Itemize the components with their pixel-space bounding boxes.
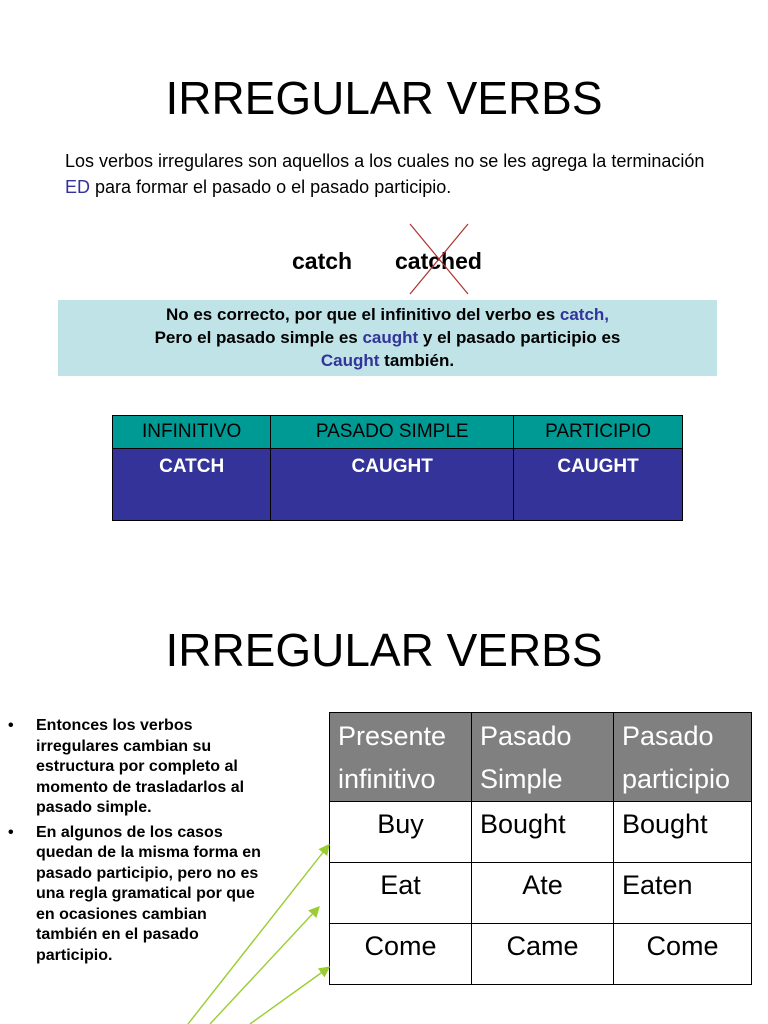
note-line2-text1: Pero el pasado simple es [154, 328, 363, 347]
header-pasado-simple: Pasado Simple [472, 713, 614, 802]
bullet-icon: • [8, 823, 14, 841]
header-presente-infinitivo: Presente infinitivo [330, 713, 472, 802]
intro-text-after: para formar el pasado o el pasado participio. [90, 177, 452, 197]
slide1-title: IRREGULAR VERBS [165, 72, 603, 124]
cell-buy: Buy [330, 802, 472, 863]
arrow-to-bought [188, 846, 328, 1024]
slide2-title: IRREGULAR VERBS [165, 624, 603, 676]
note-line3-text: también. [379, 351, 455, 370]
intro-text-before: Los verbos irregulares son aquellos a los cuales no se les agrega la terminación [65, 151, 705, 171]
note-line3-highlight: Caught [320, 351, 380, 370]
header-pasado-simple: PASADO SIMPLE [271, 416, 514, 449]
header-infinitivo: INFINITIVO [113, 416, 271, 449]
cell-participio: CAUGHT [514, 449, 683, 521]
note-line1-highlight: catch, [559, 305, 610, 324]
cell-come: Come [330, 924, 472, 985]
note-line2-text2: y el pasado participio es [418, 328, 621, 347]
arrow-to-ate [210, 908, 318, 1024]
intro-highlight-ed: ED [65, 177, 91, 197]
note-line1-text: No es correcto, por que el infinitivo del verbo es [165, 305, 560, 324]
verb-correct: catch [292, 248, 353, 274]
note-line2-highlight: caught [362, 328, 419, 347]
cell-infinitivo: CATCH [113, 449, 271, 521]
cell-bought-participle: Bought [614, 802, 752, 863]
bullet-text: Entonces los verbos irregulares cambian su estructura por completo al momento de trasladarlos al pasado simple. [36, 717, 245, 816]
header-pasado-participio: Pasado participio [614, 713, 752, 802]
bullet-icon: • [8, 717, 14, 734]
arrow-to-come [250, 968, 328, 1024]
cell-come-participle: Come [614, 924, 752, 985]
cell-came: Came [472, 924, 614, 985]
cell-eat: Eat [330, 863, 472, 924]
cell-eaten: Eaten [614, 863, 752, 924]
header-participio: PARTICIPIO [514, 416, 683, 449]
bullet-text: En algunos de los casos quedan de la misma forma en pasado participio, pero no es una regla gramatical por que en ocasiones cambian también en el pasado participio. [36, 823, 261, 964]
cell-pasado-simple: CAUGHT [271, 449, 514, 521]
verb-wrong: catched [395, 248, 482, 274]
cell-ate: Ate [472, 863, 614, 924]
cell-bought-simple: Bought [472, 802, 614, 863]
